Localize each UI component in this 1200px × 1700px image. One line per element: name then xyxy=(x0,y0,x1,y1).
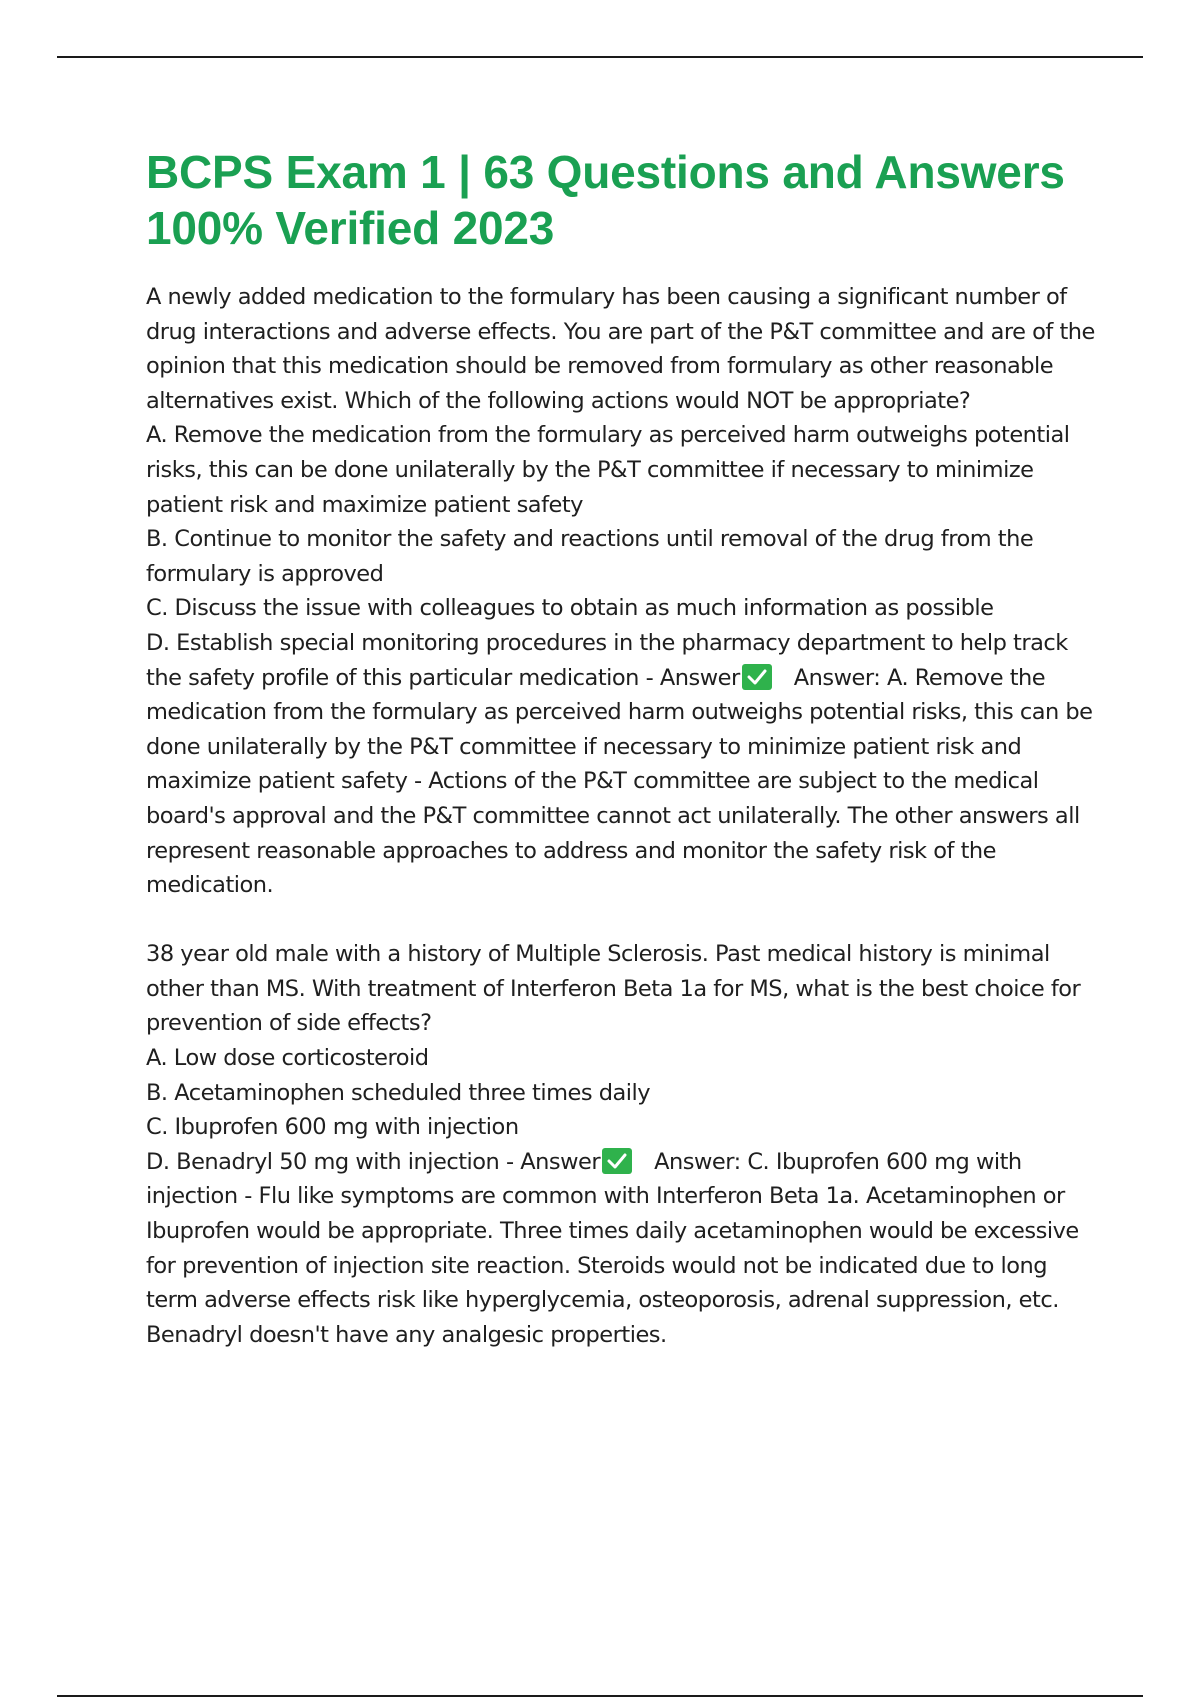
option-d-with-answer xyxy=(146,1145,1096,1353)
bottom-rule xyxy=(57,1695,1143,1697)
option-d: D. Establish special monitoring procedures in the pharmacy department to help track the safety profile of this particular medication - Answer xyxy=(146,629,1068,691)
document-body xyxy=(146,144,1096,1352)
question-block-2 xyxy=(146,937,1096,1352)
question-stem: 38 year old male with a history of Multiple Sclerosis. Past medical history is minimal other than MS. With treatment of Interferon Beta 1a for MS, what is the best choice for prevention of side effects? xyxy=(146,941,1081,1037)
option-c: C. Discuss the issue with colleagues to obtain as much information as possible xyxy=(146,595,994,622)
check-mark-icon xyxy=(602,1148,632,1174)
top-rule xyxy=(57,56,1143,58)
question-block-1 xyxy=(146,280,1096,903)
question-stem: A newly added medication to the formulary has been causing a significant number of drug interactions and adverse effects. You are part of the P&T committee and are of the opinion that this medication should be removed from formulary as other reasonable alternatives exist. Which of the following actions would NOT be appropriate? xyxy=(146,284,1095,414)
option-a: A. Remove the medication from the formulary as perceived harm outweighs potential risks, this can be done unilaterally by the P&T committee if necessary to minimize patient risk and maximize patient safety xyxy=(146,422,1070,518)
option-a: A. Low dose corticosteroid xyxy=(146,1045,429,1072)
answer-explanation: Answer: A. Remove the medication from the formulary as perceived harm outweighs potential risks, this can be done unilaterally by the P&T committee if necessary to minimize patient risk and maximize patient safety - Actions of the P&T committee are subject to the medical board's approval and the P&T committee cannot act unilaterally. The other answers all represent reasonable approaches to address and monitor the safety risk of the medication. xyxy=(146,664,1093,899)
answer-explanation: Answer: C. Ibuprofen 600 mg with injection - Flu like symptoms are common with Interferon Beta 1a. Acetaminophen or Ibuprofen would be appropriate. Three times daily acetaminophen would be excessive for prevention of injection site reaction. Steroids would not be indicated due to long term adverse effects risk like hyperglycemia, osteoporosis, adrenal suppression, etc. Benadryl doesn't have any analgesic properties. xyxy=(146,1148,1079,1348)
check-mark-icon xyxy=(742,664,772,690)
option-d: D. Benadryl 50 mg with injection - Answer xyxy=(146,1148,601,1175)
option-b: B. Continue to monitor the safety and reactions until removal of the drug from the formulary is approved xyxy=(146,526,1034,587)
option-b: B. Acetaminophen scheduled three times daily xyxy=(146,1079,651,1106)
option-c: C. Ibuprofen 600 mg with injection xyxy=(146,1114,519,1141)
document-title: BCPS Exam 1 | 63 Questions and Answers 100% Verified 2023 xyxy=(146,146,1065,254)
option-d-with-answer xyxy=(146,626,1096,903)
